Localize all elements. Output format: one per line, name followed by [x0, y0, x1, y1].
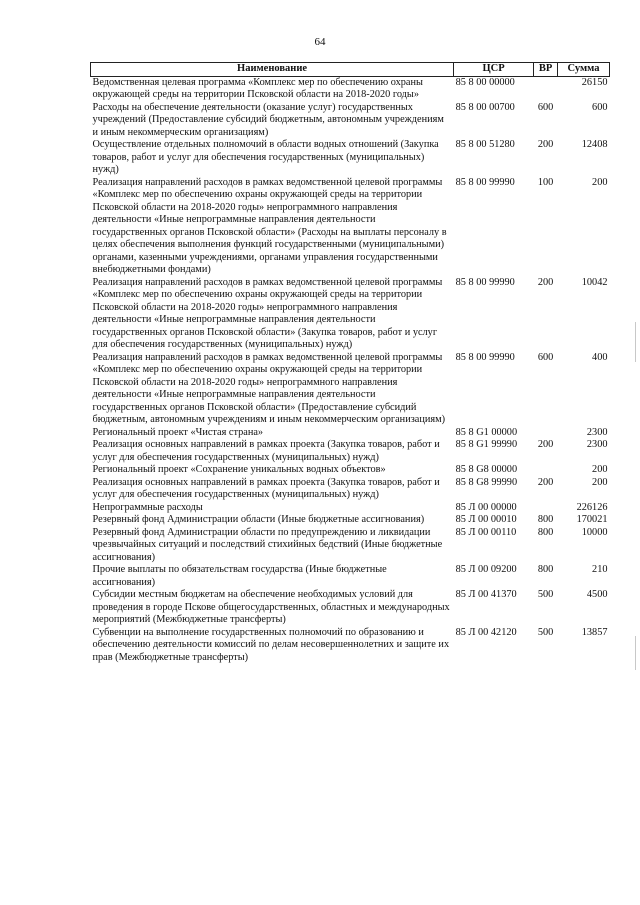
row-name: Прочие выплаты по обязательствам государства (Иные бюджетные ассигнования) [92, 564, 387, 588]
table-row [91, 464, 610, 477]
row-sum: 13857 [581, 626, 608, 638]
row-name: Реализация направлений расходов в рамках ведомственной целевой программы «Комплекс мер по обеспечению охраны окружающей среды на территории Псковской области на 2018-2020 годы» непрограммного направления деятельности «Иные непрограммные направления деятельности государственных органов Псковской области» (Расходы на выплаты персоналу в целях обеспечения выполнения функций государственными (муниципальными) органами, казенными учреждениями, органами управления государственными внебюджетными фондами) [92, 176, 447, 275]
row-vr [534, 427, 558, 440]
row-name: Осуществление отдельных полномочий в области водных отношений (Закупка товаров, работ и услуг для обеспечения государственных (муниципальных) нужд) [92, 139, 439, 175]
row-csr: 85 Л 00 09200 [455, 564, 517, 575]
row-vr: 200 [537, 139, 554, 150]
row-sum: 26150 [581, 76, 608, 88]
table-row [91, 177, 610, 277]
table-row [91, 477, 610, 502]
row-sum: 12408 [581, 139, 608, 150]
budget-table [90, 62, 610, 664]
row-vr [534, 76, 558, 102]
row-vr: 100 [537, 176, 554, 188]
row-vr [534, 502, 558, 515]
row-vr: 600 [537, 351, 554, 363]
row-name: Субсидии местным бюджетам на обеспечение необходимых условий для проведения в городе Пскове общегосударственных, областных и международных мероприятий (Межбюджетные трансферты) [92, 589, 450, 625]
table-row [91, 439, 610, 464]
row-vr: 800 [537, 526, 554, 538]
row-sum: 2300 [586, 426, 608, 438]
table-row [91, 427, 610, 440]
row-csr: 85 8 G1 99990 [455, 439, 518, 450]
header-csr: ЦСР [454, 63, 534, 77]
row-sum: 200 [592, 476, 608, 488]
row-csr: 85 8 G1 00000 [455, 426, 518, 438]
table-row [91, 527, 610, 565]
row-name: Реализация направлений расходов в рамках ведомственной целевой программы «Комплекс мер по обеспечению охраны окружающей среды на территории Псковской области на 2018-2020 годы» непрограммного направления деятельности «Иные непрограммные направления деятельности государственных органов Псковской области» (Предоставление субсидий бюджетным, автономным учреждениям и иным некоммерческим организациям) [92, 351, 446, 425]
row-vr: 200 [537, 439, 554, 450]
row-csr: 85 8 G8 99990 [455, 476, 518, 488]
row-csr: 85 8 G8 00000 [455, 464, 518, 475]
scan-edge-mark [635, 636, 636, 670]
row-csr: 85 Л 00 00110 [455, 526, 517, 538]
row-sum: 200 [592, 176, 608, 188]
row-csr: 85 8 00 00700 [455, 101, 515, 113]
row-sum: 400 [592, 351, 608, 363]
table-row [91, 564, 610, 589]
row-sum: 2300 [586, 439, 608, 450]
row-vr: 200 [537, 476, 554, 488]
row-name: Реализация основных направлений в рамках проекта (Закупка товаров, работ и услуг для обеспечения государственных (муниципальных) нужд) [92, 476, 440, 500]
row-name: Резервный фонд Администрации области (Иные бюджетные ассигнования) [92, 514, 425, 525]
row-sum: 4500 [586, 589, 608, 600]
row-csr: 85 Л 00 00010 [455, 514, 517, 525]
table-body [91, 76, 610, 664]
table-row [91, 627, 610, 665]
row-sum: 226126 [576, 501, 608, 513]
scan-edge-mark [635, 322, 636, 362]
row-csr: 85 8 00 99990 [455, 351, 515, 363]
row-name: Непрограммные расходы [92, 501, 203, 513]
row-vr: 200 [537, 276, 554, 288]
page-number: 64 [314, 36, 326, 48]
table-row [91, 102, 610, 140]
row-vr: 800 [537, 564, 554, 575]
row-csr: 85 8 00 51280 [455, 139, 515, 150]
row-sum: 210 [592, 564, 608, 575]
header-vr: ВР [534, 63, 558, 77]
row-csr: 85 Л 00 41370 [455, 589, 517, 600]
row-sum: 10042 [581, 276, 608, 288]
row-name: Ведомственная целевая программа «Комплекс мер по обеспечению охраны окружающей среды на территории Псковской области на 2018-2020 годы» [92, 76, 423, 100]
row-name: Реализация направлений расходов в рамках ведомственной целевой программы «Комплекс мер по обеспечению охраны окружающей среды на территории Псковской области на 2018-2020 годы» непрограммного направления деятельности «Иные непрограммные направления деятельности государственных органов Псковской области» (Закупка товаров, работ и услуг для обеспечения государственных (муниципальных) нужд) [92, 276, 443, 350]
table-row [91, 76, 610, 102]
table-header [91, 63, 610, 77]
row-vr [534, 464, 558, 477]
row-csr: 85 8 00 99990 [455, 176, 515, 188]
row-vr: 600 [537, 101, 554, 113]
table-row [91, 277, 610, 352]
row-sum: 10000 [581, 526, 608, 538]
row-vr: 500 [537, 589, 554, 600]
table-row [91, 139, 610, 177]
header-name: Наименование [91, 63, 454, 77]
row-vr: 800 [537, 514, 554, 525]
row-csr: 85 8 00 99990 [455, 276, 515, 288]
row-csr: 85 Л 00 00000 [455, 501, 517, 513]
row-sum: 200 [592, 464, 608, 475]
row-name: Региональный проект «Сохранение уникальных водных объектов» [92, 464, 386, 475]
row-name: Резервный фонд Администрации области по предупреждению и ликвидации чрезвычайных ситуаций и последствий стихийных бедствий (Иные бюджетные ассигнования) [92, 526, 443, 563]
row-sum: 170021 [576, 514, 608, 525]
row-sum: 600 [592, 101, 608, 113]
table-row [91, 352, 610, 427]
row-name: Реализация основных направлений в рамках проекта (Закупка товаров, работ и услуг для обеспечения государственных (муниципальных) нужд) [92, 439, 440, 463]
row-name: Расходы на обеспечение деятельности (оказание услуг) государственных учреждений (Предоставление субсидий бюджетным, автономным учреждениям и иным некоммерческим организациям) [92, 101, 444, 138]
table-row [91, 514, 610, 527]
table-row [91, 589, 610, 627]
row-name: Региональный проект «Чистая страна» [92, 426, 264, 438]
row-csr: 85 Л 00 42120 [455, 626, 517, 638]
row-csr: 85 8 00 00000 [455, 76, 515, 88]
table-row [91, 502, 610, 515]
row-name: Субвенции на выполнение государственных полномочий по образованию и обеспечению деятельности комиссий по делам несовершеннолетних и защите их прав (Межбюджетные трансферты) [92, 626, 450, 663]
row-vr: 500 [537, 626, 554, 638]
header-sum: Сумма [558, 63, 610, 77]
